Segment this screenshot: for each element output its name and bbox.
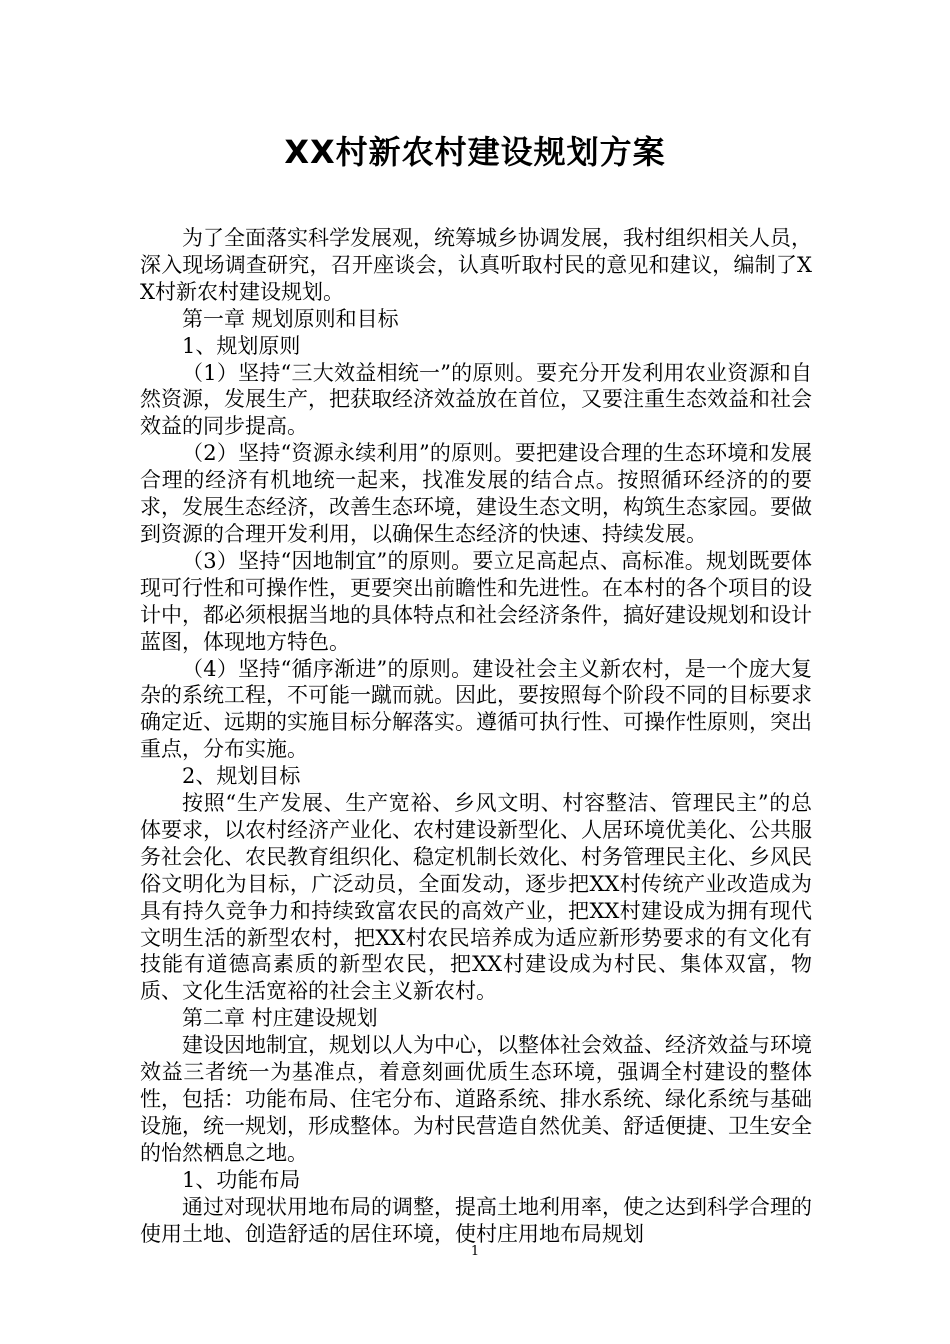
- section-heading-principles: 1、规划原则: [182, 333, 301, 358]
- paragraph-principle-3: （3）坚持“因地制宜”的原则。要立足高起点、高标准。规划既要体现可行性和可操作性，更要突出前瞻性和先进性。在本村的各个项目的设计中，都必须根据当地的具体特点和社会经济条件，搞好建设规划和设计蓝图，体现地方特色。: [140, 548, 812, 654]
- document-body: [140, 225, 812, 1247]
- paragraph-principle-2: （2）坚持“资源永续利用”的原则。要把建设合理的生态环境和发展合理的经济有机地统一起来，找准发展的结合点。按照循环经济的的要求，发展生态经济，改善生态环境，建设生态文明，构筑生态家园。要做到资源的合理开发利用，以确保生态经济的快速、持续发展。: [140, 441, 812, 546]
- paragraph-intro: 为了全面落实科学发展观，统筹城乡协调发展，我村组织相关人员，深入现场调查研究，召开座谈会，认真听取村民的意见和建议，编制了XX村新农村建设规划。: [140, 226, 812, 304]
- chapter-heading-1: 第一章 规划原则和目标: [182, 306, 399, 331]
- paragraph-layout: 通过对现状用地布局的调整，提高土地利用率，使之达到科学合理的使用土地、创造舒适的居住环境，使村庄用地布局规划: [140, 1194, 812, 1246]
- page-number: 1: [470, 1244, 480, 1259]
- section-heading-goals: 2、规划目标: [182, 764, 301, 789]
- paragraph-village-planning: 建设因地制宜，规划以人为中心，以整体社会效益、经济效益与环境效益三者统一为基准点，着意刻画优质生态环境，强调全村建设的整体性，包括：功能布局、住宅分布、道路系统、排水系统、绿化系统与基础设施，统一规划，形成整体。为村民营造自然优美、舒适便捷、卫生安全的怡然栖息之地。: [140, 1033, 812, 1165]
- chapter-heading-2: 第二章 村庄建设规划: [182, 1006, 378, 1031]
- section-heading-layout: 1、功能布局: [182, 1167, 301, 1192]
- paragraph-goals: 按照“生产发展、生产宽裕、乡风文明、村容整洁、管理民主”的总体要求，以农村经济产业化、农村建设新型化、人居环境优美化、公共服务社会化、农民教育组织化、稳定机制长效化、村务管理民主化、乡风民俗文明化为目标，广泛动员，全面发动，逐步把XX村传统产业改造成为具有持久竞争力和持续致富农民的高效产业，把XX村建设成为拥有现代文明生活的新型农村，把XX村农民培养成为适应新形势要求的有文化有技能有道德高素质的新型农民，把XX村建设成为村民、集体双富，物质、文化生活宽裕的社会主义新农村。: [140, 791, 812, 1004]
- paragraph-principle-4: （4）坚持“循序渐进”的原则。建设社会主义新农村，是一个庞大复杂的系统工程，不可能一蹴而就。因此，要按照每个阶段不同的目标要求确定近、远期的实施目标分解落实。遵循可执行性、可操作性原则，突出重点，分布实施。: [140, 656, 812, 762]
- paragraph-principle-1: （1）坚持“三大效益相统一”的原则。要充分开发利用农业资源和自然资源，发展生产，把获取经济效益放在首位，又要注重生态效益和社会效益的同步提高。: [140, 360, 812, 439]
- document-title: XX村新农村建设规划方案: [284, 133, 666, 171]
